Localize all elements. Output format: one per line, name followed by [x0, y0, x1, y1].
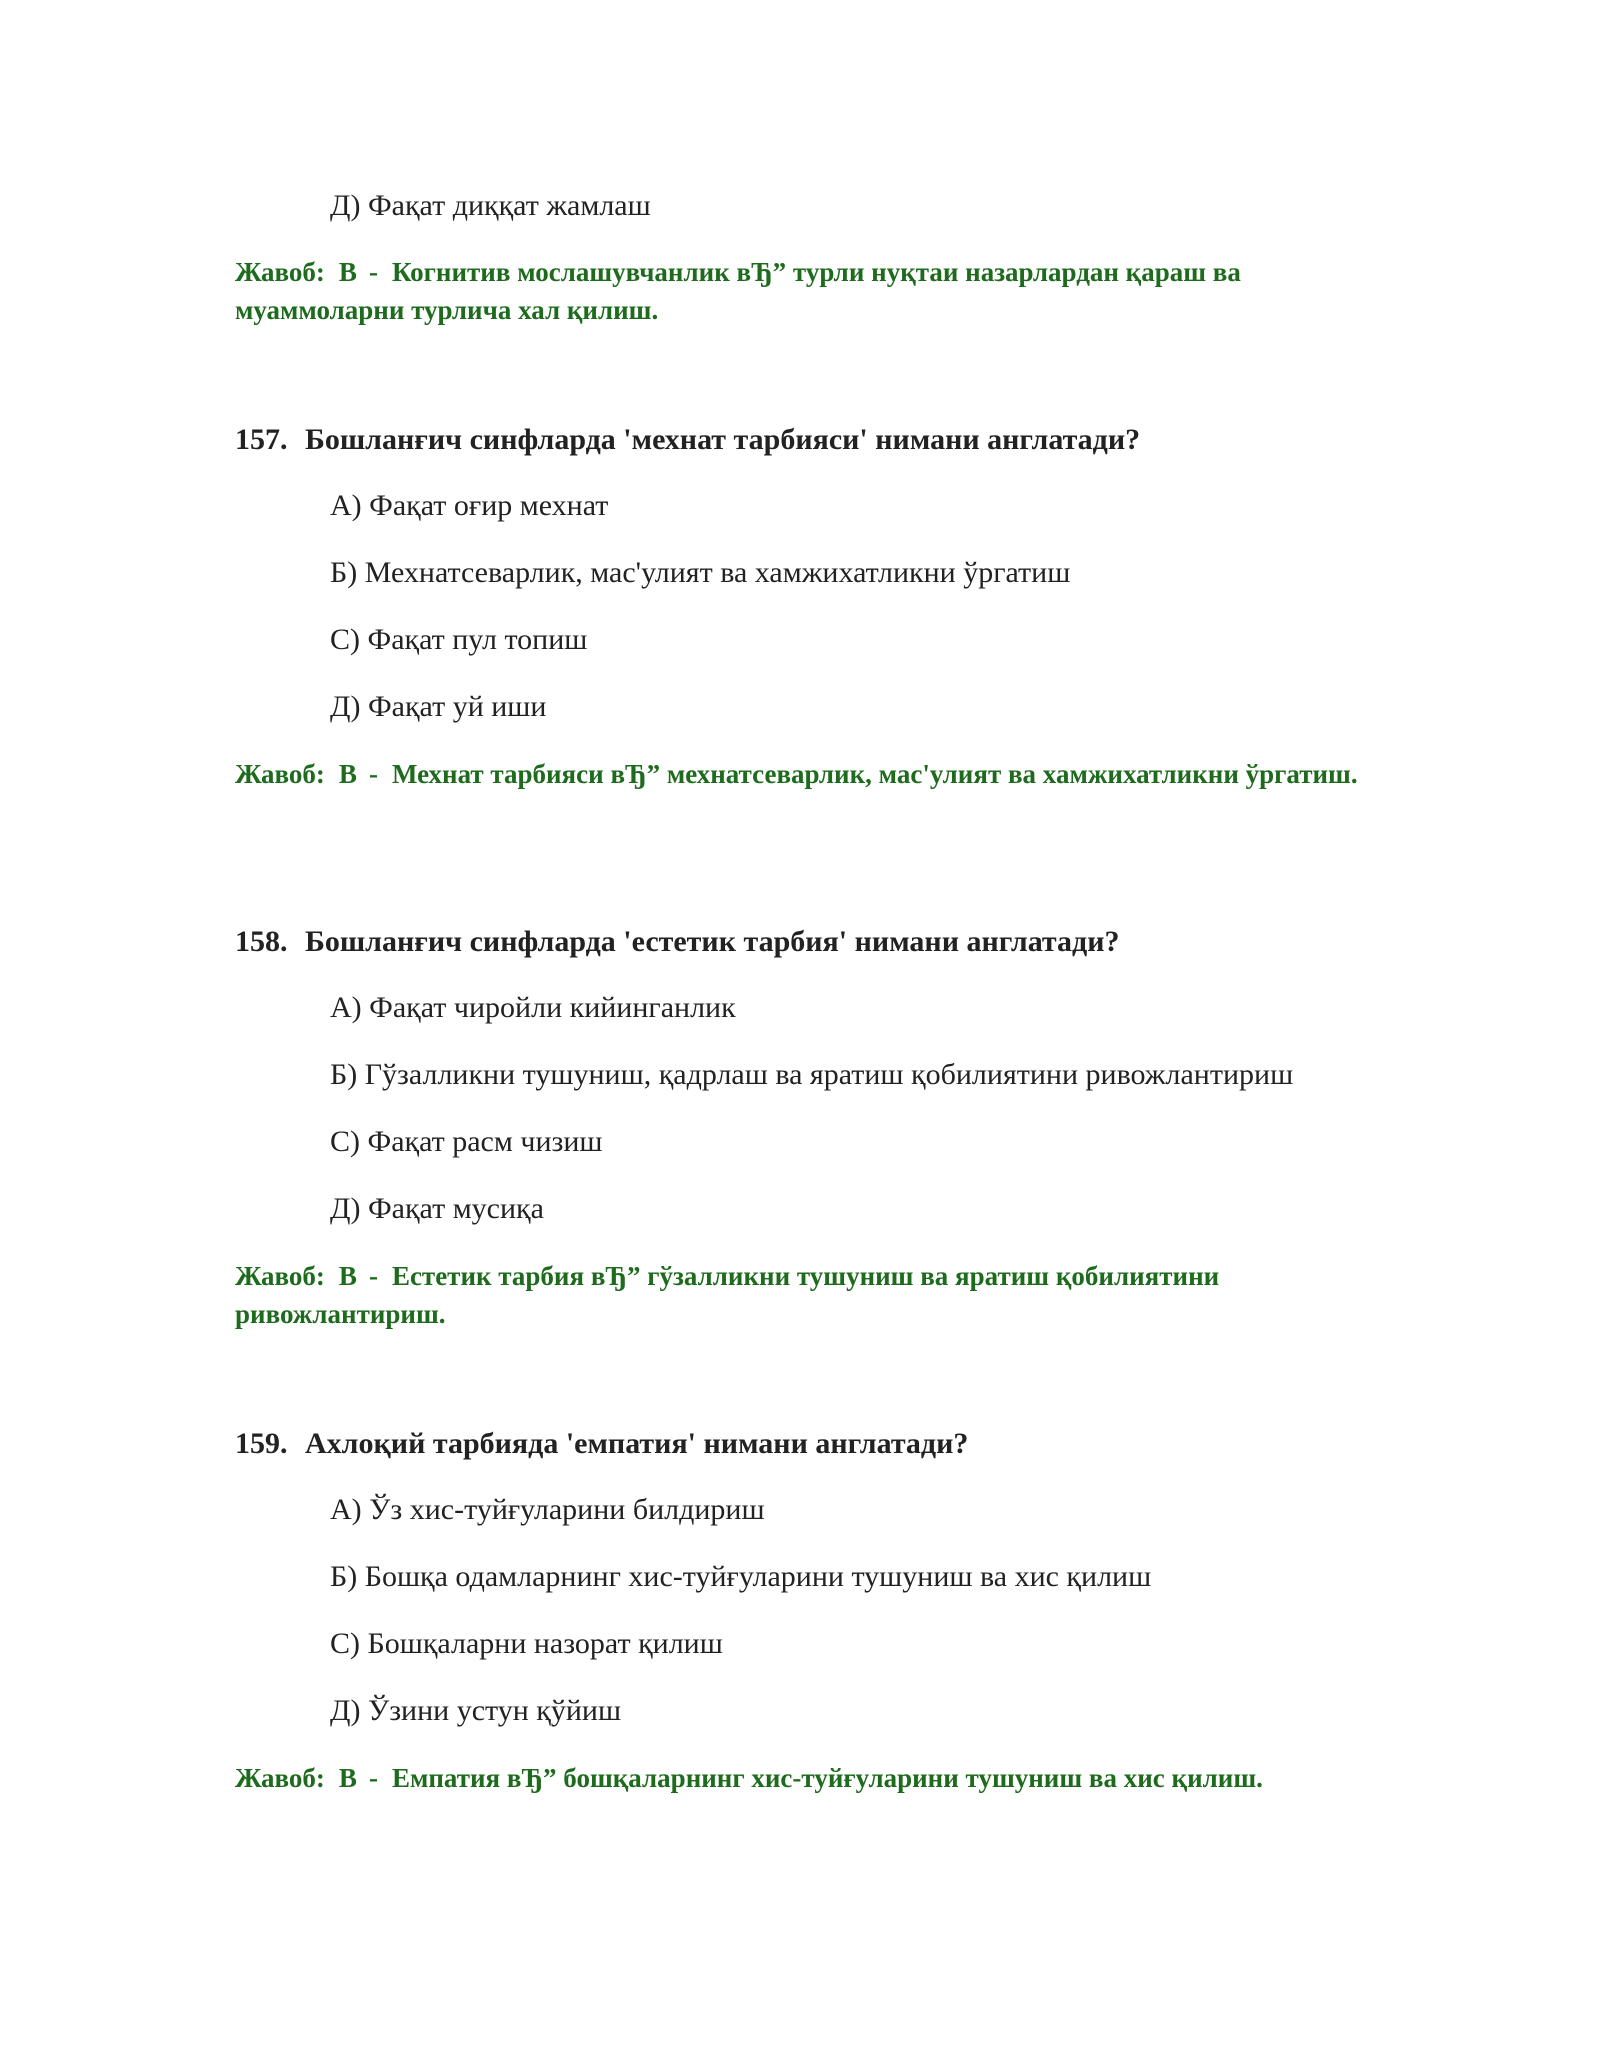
answer-letter: B	[338, 1261, 357, 1291]
option-a: А) Фақат чиройли кийинганлик	[330, 991, 736, 1024]
question-number: 157.	[235, 423, 288, 456]
answer-text: Емпатия вЂ” бошқаларнинг хис-туйғуларини тушуниш ва хис қилиш.	[391, 1763, 1263, 1793]
option-d: Д) Фақат мусиқа	[330, 1192, 544, 1225]
question-number: 159.	[235, 1427, 288, 1460]
answer-label: Жавоб:	[235, 1261, 325, 1291]
answer-block	[235, 1257, 1360, 1333]
option-d: Д) Фақат диққат жамлаш	[330, 189, 651, 222]
question-158	[235, 924, 1120, 960]
answer-block	[235, 1759, 1360, 1797]
answer-dash: -	[368, 1261, 378, 1291]
option-d: Д) Фақат уй иши	[330, 690, 547, 723]
option-c: С) Фақат пул топиш	[330, 623, 588, 656]
question-157	[235, 422, 1140, 458]
option-d: Д) Ўзини устун қўйиш	[330, 1694, 622, 1727]
option-b: Б) Мехнатсеварлик, мас'улият ва хамжихатликни ўргатиш	[330, 556, 1071, 589]
answer-text: Когнитив мослашувчанлик вЂ” турли нуқтаи назарлардан қараш ва муаммоларни турлича хал қилиш.	[235, 257, 1241, 325]
option-b: Б) Гўзалликни тушуниш, қадрлаш ва яратиш қобилиятини ривожлантириш	[330, 1058, 1294, 1091]
answer-letter: B	[338, 257, 357, 287]
answer-dash: -	[368, 1763, 378, 1793]
question-number: 158.	[235, 925, 288, 958]
question-text: Бошланғич синфларда 'естетик тарбия' нимани англатади?	[305, 925, 1120, 958]
option-c: С) Фақат расм чизиш	[330, 1125, 603, 1158]
answer-letter: B	[338, 759, 357, 789]
answer-block	[235, 253, 1360, 329]
answer-text: Мехнат тарбияси вЂ” мехнатсеварлик, мас'улият ва хамжихатликни ўргатиш.	[391, 759, 1358, 789]
option-c: С) Бошқаларни назорат қилиш	[330, 1627, 723, 1660]
answer-label: Жавоб:	[235, 759, 325, 789]
answer-block	[235, 755, 1360, 793]
answer-dash: -	[368, 257, 378, 287]
question-159	[235, 1426, 968, 1462]
answer-dash: -	[368, 759, 378, 789]
option-a: А) Фақат оғир мехнат	[330, 489, 609, 522]
answer-letter: B	[338, 1763, 357, 1793]
option-a: А) Ўз хис-туйғуларини билдириш	[330, 1493, 765, 1526]
option-b: Б) Бошқа одамларнинг хис-туйғуларини тушуниш ва хис қилиш	[330, 1560, 1152, 1593]
answer-label: Жавоб:	[235, 1763, 325, 1793]
answer-text: Естетик тарбия вЂ” гўзалликни тушуниш ва яратиш қобилиятини ривожлантириш.	[235, 1261, 1220, 1329]
question-text: Ахлоқий тарбияда 'емпатия' нимани англатади?	[305, 1427, 969, 1460]
answer-label: Жавоб:	[235, 257, 325, 287]
question-text: Бошланғич синфларда 'мехнат тарбияси' нимани англатади?	[305, 423, 1141, 456]
